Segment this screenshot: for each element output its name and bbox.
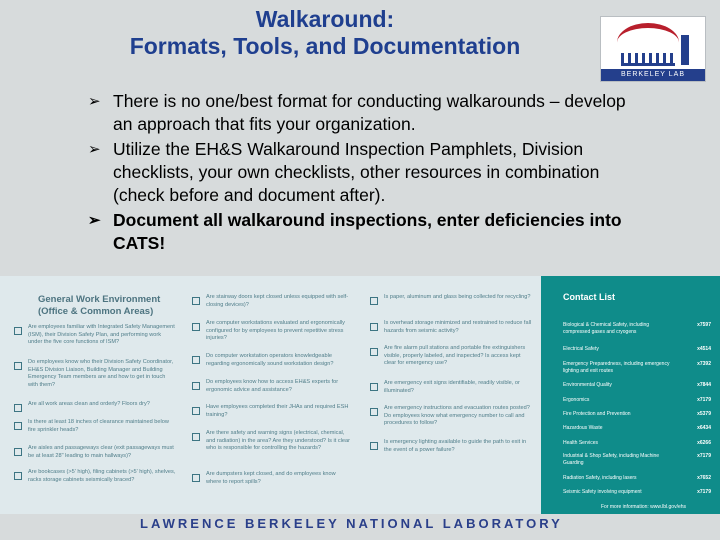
- checklist-item: Are dumpsters kept closed, and do employees know where to report spills?: [206, 471, 336, 485]
- contact-row: [563, 322, 715, 335]
- arrow-bullet-icon: ➢: [88, 141, 101, 158]
- footer-lab-name: LAWRENCE BERKELEY NATIONAL LABORATORY: [140, 516, 563, 531]
- contact-list-title: Contact List: [563, 292, 616, 302]
- checklist-item: Are there safety and warning signs (electrical, chemical, and radiation) in the area? Are they understood? Is it clear who is responsible for controlling the hazards?: [206, 430, 350, 452]
- logo-tower-icon: [681, 35, 689, 65]
- contact-label: Environmental Quality: [563, 382, 612, 388]
- contact-row: [563, 361, 715, 374]
- checklist-item: Is paper, aluminum and glass being collected for recycling?: [384, 294, 531, 300]
- checklist-item: Do computer workstation operators knowledgeable regarding ergonomically sound workstation design?: [206, 353, 334, 367]
- checkbox-icon: [370, 323, 378, 331]
- contact-number: x7179: [697, 453, 711, 459]
- bullet-item: [88, 90, 648, 136]
- contact-label: Hazardous Waste: [563, 425, 603, 431]
- footer-bar: [0, 514, 720, 540]
- contact-label: Fire Protection and Prevention: [563, 411, 631, 417]
- contact-number: x7652: [697, 475, 711, 481]
- checkbox-icon: [14, 362, 22, 370]
- checklist-item: Is emergency lighting available to guide the path to exit in the event of a power failure?: [384, 439, 527, 453]
- checkbox-icon: [370, 297, 378, 305]
- contact-row: [563, 346, 715, 353]
- contact-list-panel: [541, 276, 720, 514]
- pamphlet-heading-line1: General Work Environment: [38, 294, 161, 305]
- arrow-bullet-icon: ➢: [88, 212, 101, 229]
- checklist-item: Are aisles and passageways clear (exit passageways must be at least 28" leading to main hallways)?: [28, 445, 174, 459]
- checkbox-icon: [192, 407, 200, 415]
- checkbox-icon: [14, 472, 22, 480]
- checklist-item: Are emergency instructions and evacuation routes posted? Do employees know what emergency number to call and procedures to follow?: [384, 405, 530, 427]
- contact-label: Emergency Preparedness, including emergency lighting and exit routes: [563, 361, 670, 374]
- slide-title: [60, 6, 590, 60]
- checklist-item: Is there at least 18 inches of clearance maintained below fire sprinkler heads?: [28, 419, 169, 433]
- contact-number: x7179: [697, 489, 711, 495]
- slide-title-line1: Walkaround:: [255, 6, 395, 32]
- contact-number: x7179: [697, 397, 711, 403]
- checkbox-icon: [370, 408, 378, 416]
- checklist-item: Are bookcases (>5' high), filing cabinets (>5' high), shelves, racks storage cabinets seismically braced?: [28, 469, 176, 483]
- contact-number: x7392: [697, 361, 711, 367]
- checklist-item: Do employees know who their Division Safety Coordinator, EH&S Division Liaison, Building Manager and Building Emergency Team members are and how to get in touch with them?: [28, 359, 174, 388]
- arrow-bullet-icon: ➢: [88, 93, 101, 110]
- slide-title-line2: Formats, Tools, and Documentation: [129, 33, 521, 59]
- checkbox-icon: [14, 404, 22, 412]
- berkeley-lab-logo: [600, 16, 706, 82]
- contact-number: x7597: [697, 322, 711, 328]
- pamphlet-checklist: [0, 276, 541, 514]
- checklist-item: Are stairway doors kept closed unless equipped with self-closing devices)?: [206, 294, 349, 308]
- contact-number: x4514: [697, 346, 711, 352]
- checklist-item: Is overhead storage minimized and restrained to reduce fall hazards from seismic activity?: [384, 320, 532, 334]
- contact-label: Seismic Safety involving equipment: [563, 489, 642, 495]
- checkbox-icon: [192, 323, 200, 331]
- contact-label: Ergonomics: [563, 397, 590, 403]
- pamphlet-heading-line2: (Office & Common Areas): [38, 306, 154, 317]
- contact-label: Health Services: [563, 440, 599, 446]
- checkbox-icon: [14, 422, 22, 430]
- checkbox-icon: [192, 474, 200, 482]
- pamphlet-heading: [38, 294, 160, 318]
- contact-row: [563, 489, 715, 496]
- contact-label: Biological & Chemical Safety, including compressed gases and cryogens: [563, 322, 650, 335]
- contact-row: [563, 382, 715, 389]
- contact-row: [563, 397, 715, 404]
- contact-footer: For more information: www.lbl.gov/ehs: [601, 504, 687, 510]
- bullet-text: Utilize the EH&S Walkaround Inspection Pamphlets, Division checklists, your own checklists, other resources in combination (check before and document after).: [113, 139, 600, 205]
- contact-row: [563, 453, 715, 466]
- bullet-text: There is no one/best format for conducting walkarounds – develop an approach that fits your organization.: [113, 91, 626, 134]
- contact-label: Radiation Safety, including lasers: [563, 475, 637, 481]
- logo-text: BERKELEY LAB: [601, 69, 705, 81]
- logo-building-icon: [621, 53, 675, 66]
- checklist-item: Have employees completed their JHAs and required ESH training?: [206, 404, 349, 418]
- contact-number: x5379: [697, 411, 711, 417]
- checklist-item: Are employees familiar with Integrated Safety Management (ISM), their Division Safety Plan, and performing work under the five core functions of ISM?: [28, 324, 175, 346]
- checkbox-icon: [192, 356, 200, 364]
- bullet-item: [88, 209, 648, 255]
- checklist-item: Are fire alarm pull stations and portable fire extinguishers visible, properly labeled, and inspected? Is access kept clear for emergency use?: [384, 345, 526, 367]
- walkaround-pamphlet-image: [0, 276, 720, 514]
- contact-number: x6434: [697, 425, 711, 431]
- checklist-item: Are all work areas clean and orderly? Floors dry?: [28, 401, 150, 407]
- contact-number: x6266: [697, 440, 711, 446]
- contact-row: [563, 440, 715, 447]
- bullet-list: [88, 90, 648, 257]
- contact-row: [563, 411, 715, 418]
- bullet-item: [88, 138, 648, 207]
- checkbox-icon: [192, 297, 200, 305]
- contact-label: Industrial & Shop Safety, including Machine Guarding: [563, 453, 660, 466]
- checklist-item: Are emergency exit signs identifiable, readily visible, or illuminated?: [384, 380, 520, 394]
- checkbox-icon: [370, 348, 378, 356]
- contact-label: Electrical Safety: [563, 346, 599, 352]
- contact-row: [563, 475, 715, 482]
- checklist-item: Are computer workstations evaluated and ergonomically configured for by employees to prevent repetitive stress injuries?: [206, 320, 345, 342]
- bullet-text: Document all walkaround inspections, enter deficiencies into CATS!: [113, 210, 622, 253]
- checkbox-icon: [370, 383, 378, 391]
- contact-row: [563, 425, 715, 432]
- checkbox-icon: [192, 433, 200, 441]
- checkbox-icon: [14, 327, 22, 335]
- checkbox-icon: [14, 448, 22, 456]
- contact-number: x7844: [697, 382, 711, 388]
- checkbox-icon: [192, 382, 200, 390]
- checkbox-icon: [370, 442, 378, 450]
- checklist-item: Do employees know how to access EH&S experts for ergonomic advice and assistance?: [206, 379, 339, 393]
